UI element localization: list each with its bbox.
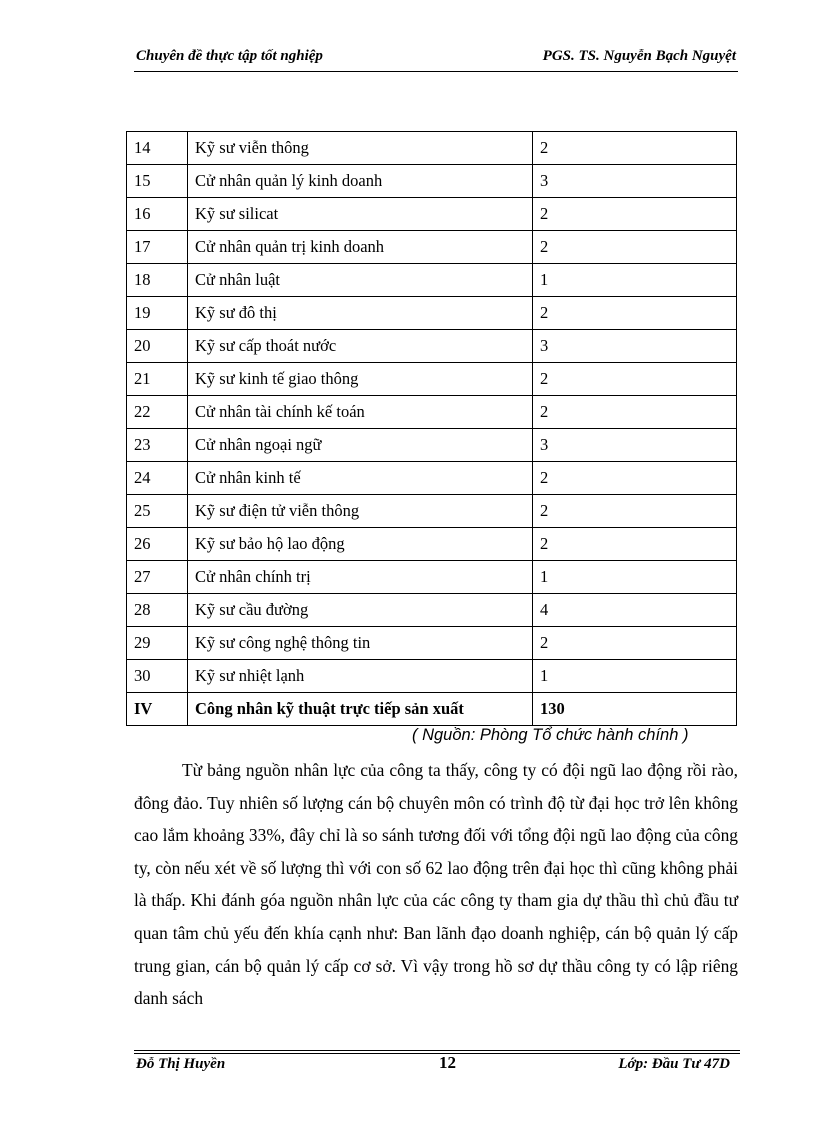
row-number: 20 bbox=[127, 330, 188, 363]
row-title: Kỹ sư đô thị bbox=[188, 297, 533, 330]
footer-rule bbox=[134, 1050, 740, 1051]
header-supervisor: PGS. TS. Nguyễn Bạch Nguyệt bbox=[542, 48, 736, 64]
table-row bbox=[127, 132, 737, 165]
row-title: Kỹ sư nhiệt lạnh bbox=[188, 660, 533, 693]
row-title: Cử nhân kinh tế bbox=[188, 462, 533, 495]
row-title: Cử nhân ngoại ngữ bbox=[188, 429, 533, 462]
header-rule bbox=[134, 71, 738, 72]
table-row bbox=[127, 462, 737, 495]
footer-class: Lớp: Đầu Tư 47D bbox=[618, 1056, 730, 1072]
row-count: 2 bbox=[533, 363, 737, 396]
table-row bbox=[127, 396, 737, 429]
row-number: 19 bbox=[127, 297, 188, 330]
page-number: 12 bbox=[439, 1053, 456, 1072]
row-title: Công nhân kỹ thuật trực tiếp sản xuất bbox=[188, 693, 533, 726]
row-number: 24 bbox=[127, 462, 188, 495]
table-row bbox=[127, 429, 737, 462]
row-number: 26 bbox=[127, 528, 188, 561]
row-count: 2 bbox=[533, 462, 737, 495]
row-title: Cử nhân tài chính kế toán bbox=[188, 396, 533, 429]
staff-table-body bbox=[127, 132, 737, 726]
row-title: Cử nhân chính trị bbox=[188, 561, 533, 594]
header-title: Chuyên đề thực tập tốt nghiệp bbox=[136, 48, 323, 64]
row-count: 3 bbox=[533, 429, 737, 462]
footer-rule-second bbox=[134, 1053, 740, 1054]
table-row bbox=[127, 165, 737, 198]
row-title: Cử nhân quản lý kinh doanh bbox=[188, 165, 533, 198]
table-row bbox=[127, 561, 737, 594]
row-number: 18 bbox=[127, 264, 188, 297]
row-count: 1 bbox=[533, 561, 737, 594]
table-row bbox=[127, 495, 737, 528]
row-count: 2 bbox=[533, 132, 737, 165]
table-source: ( Nguồn: Phòng Tổ chức hành chính ) bbox=[412, 726, 689, 744]
row-count: 2 bbox=[533, 627, 737, 660]
row-number: 16 bbox=[127, 198, 188, 231]
row-count: 2 bbox=[533, 528, 737, 561]
row-number: 29 bbox=[127, 627, 188, 660]
row-title: Kỹ sư cầu đường bbox=[188, 594, 533, 627]
row-number: 23 bbox=[127, 429, 188, 462]
row-count: 2 bbox=[533, 198, 737, 231]
row-number: 25 bbox=[127, 495, 188, 528]
table-row bbox=[127, 594, 737, 627]
row-count: 3 bbox=[533, 165, 737, 198]
row-number: 14 bbox=[127, 132, 188, 165]
table-row bbox=[127, 660, 737, 693]
row-number: 30 bbox=[127, 660, 188, 693]
table-total-row bbox=[127, 693, 737, 726]
row-number: 28 bbox=[127, 594, 188, 627]
row-count: 3 bbox=[533, 330, 737, 363]
page-header bbox=[134, 48, 738, 70]
row-title: Kỹ sư cấp thoát nước bbox=[188, 330, 533, 363]
row-title: Cử nhân luật bbox=[188, 264, 533, 297]
row-number: IV bbox=[127, 693, 188, 726]
row-number: 27 bbox=[127, 561, 188, 594]
page-footer bbox=[134, 1050, 740, 1076]
row-title: Kỹ sư kinh tế giao thông bbox=[188, 363, 533, 396]
table-row bbox=[127, 627, 737, 660]
row-number: 17 bbox=[127, 231, 188, 264]
row-title: Kỹ sư công nghệ thông tin bbox=[188, 627, 533, 660]
row-title: Kỹ sư điện tử viễn thông bbox=[188, 495, 533, 528]
row-title: Cử nhân quản trị kinh doanh bbox=[188, 231, 533, 264]
staff-table bbox=[126, 131, 737, 726]
row-title: Kỹ sư bảo hộ lao động bbox=[188, 528, 533, 561]
row-count: 2 bbox=[533, 297, 737, 330]
table-row bbox=[127, 330, 737, 363]
row-title: Kỹ sư silicat bbox=[188, 198, 533, 231]
row-count: 2 bbox=[533, 231, 737, 264]
row-count: 1 bbox=[533, 264, 737, 297]
row-number: 21 bbox=[127, 363, 188, 396]
table-row bbox=[127, 264, 737, 297]
row-count: 2 bbox=[533, 396, 737, 429]
row-count: 2 bbox=[533, 495, 737, 528]
table-row bbox=[127, 198, 737, 231]
row-count: 4 bbox=[533, 594, 737, 627]
body-paragraph: Từ bảng nguồn nhân lực của công ta thấy, công ty có đội ngũ lao động rồi rào, đông đảo. Tuy nhiên số lượng cán bộ chuyên môn có trình độ từ đại học trở lên không cao lắm khoảng 33%, đây chỉ là so sánh tương đối với tổng đội ngũ lao động của công ty, còn nếu xét về số lượng thì với con số 62 lao động trên đại học thì cũng không phải là thấp. Khi đánh góa nguồn nhân lực của các công ty tham gia dự thầu thì chủ đầu tư quan tâm chủ yếu đến khía cạnh như: Ban lãnh đạo doanh nghiệp, cán bộ quản lý cấp trung gian, cán bộ quản lý cấp cơ sở. Vì vậy trong hồ sơ dự thầu công ty có lập riêng danh sách bbox=[134, 760, 738, 1009]
row-number: 22 bbox=[127, 396, 188, 429]
row-count: 1 bbox=[533, 660, 737, 693]
row-number: 15 bbox=[127, 165, 188, 198]
row-count: 130 bbox=[533, 693, 737, 726]
footer-author: Đỗ Thị Huyền bbox=[136, 1056, 226, 1072]
table-row bbox=[127, 297, 737, 330]
table-row bbox=[127, 231, 737, 264]
table-row bbox=[127, 528, 737, 561]
row-title: Kỹ sư viễn thông bbox=[188, 132, 533, 165]
table-row bbox=[127, 363, 737, 396]
